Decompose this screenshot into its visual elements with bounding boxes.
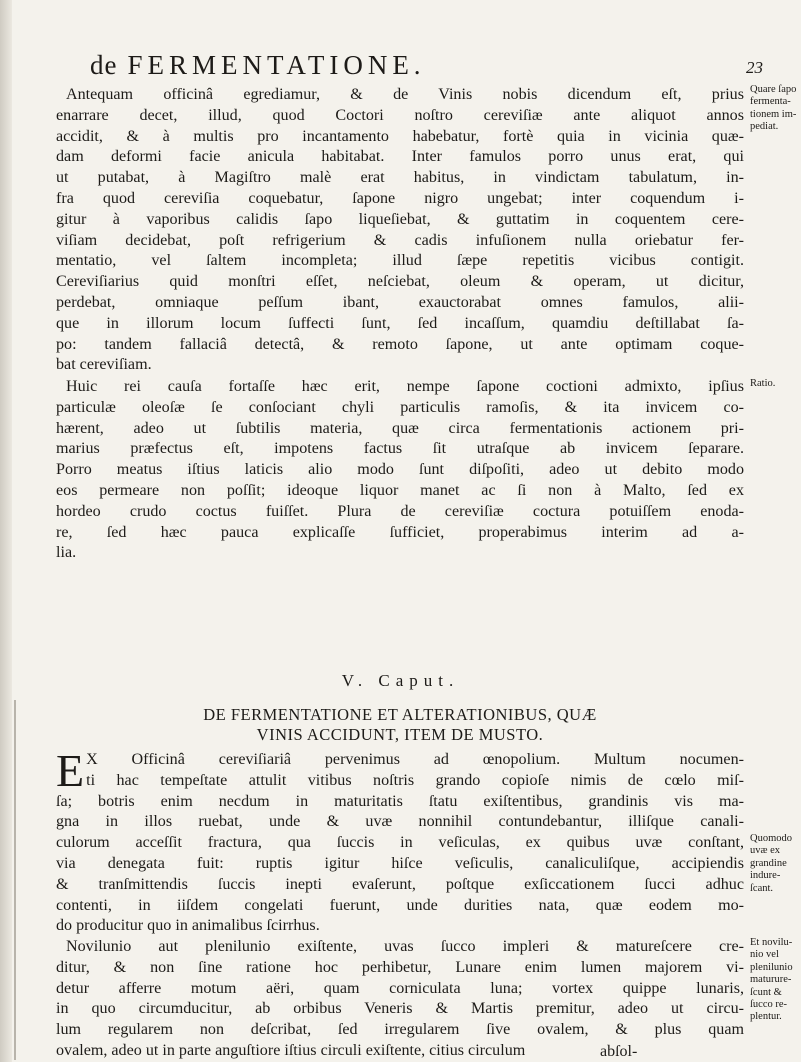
drop-cap: E (56, 745, 85, 796)
running-header (90, 50, 710, 81)
text-line: re, ſed hæc pauca explicaſſe ſufficiet, properabimus interim ad a- (56, 523, 744, 541)
text-line: Cereviſiarius quid monſtri eſſet, neſciebat, oleum & operam, ut dicitur, (56, 273, 744, 291)
text-line: hærent, adeo ut ſubtilis materia, quæ circa fermentationis actionem pri- (56, 419, 744, 437)
marginal-note-line: Ratio. (750, 378, 776, 389)
text-line: perdebat, omniaque peſſum ibant, exauctorabat omnes famulos, alii- (56, 293, 744, 311)
header-prefix: de (90, 50, 118, 80)
paragraph-novilunio (56, 937, 744, 1062)
chapter-number: V. Caput. (341, 671, 460, 690)
text-line: detur afferre motum aëri, quam corniculata luna; vortex quippe lunaris, (56, 979, 744, 997)
text-line: Antequam officinâ egrediamur, & de Vinis nobis dicendum eſt, prius (66, 86, 744, 103)
page-edge-line (14, 700, 16, 1060)
marginal-note-line: tionem im- (750, 108, 797, 120)
text-line: hordeo crudo coctus fuiſſet. Plura de cereviſiæ coctura potuiſſem enoda- (56, 502, 744, 520)
paragraph-ratio (56, 377, 744, 564)
text-line: do producitur quo in animalibus ſcirrhus. (56, 917, 320, 935)
text-line: & tranſmittendis ſuccis inepti evaſerunt, poſtque exſiccationem ſucci adhuc (56, 875, 744, 893)
marginal-note-line: nio vel (750, 949, 779, 961)
marginal-note-line: plentur. (750, 1011, 782, 1023)
marginal-note-line: Quomodo (750, 833, 792, 844)
text-line: lum regularem non deſcribat, ſed irregularem ſive ovalem, & plus quam (56, 1021, 744, 1039)
text-line: Porro meatus iſtius laticis alio modo ſunt diſpoſiti, adeo ut debito modo (56, 461, 744, 479)
text-line: X Officinâ cereviſiariâ pervenimus ad œnopolium. Multum nocumen- (86, 751, 744, 768)
text-line: in quo circumducitur, ab orbibus Veneris & Martis premitur, adeo ut circu- (56, 1000, 744, 1018)
chapter-heading-line-2: VINIS ACCIDUNT, ITEM DE MUSTO. (256, 725, 544, 744)
text-line: particulæ oleoſæ ſe conſociant chyli particulis ramoſis, & ita invicem co- (56, 398, 744, 416)
marginal-note-line: uvæ ex (750, 845, 781, 857)
marginal-note-grando (750, 833, 801, 895)
text-line: enarrare decet, illud, quod Coctori noſtro cereviſiæ ante aliquot annos (56, 106, 744, 124)
text-line: mentatio, vel ſaltem incompleta; illud ſæpe repetitis vicibus contigit. (56, 252, 744, 270)
text-line: eos permeare non poſſit; ideoque liquor manet ac ſi non à Malto, ſed ex (56, 481, 744, 499)
text-line: que in illorum locum ſuffecti ſunt, ſed incaſſum, quamdiu deſtillabat ſa- (56, 314, 744, 332)
text-line: bat cereviſiam. (56, 356, 152, 374)
marginal-note-line: ſcunt & (750, 986, 782, 998)
marginal-note-sapo (750, 84, 801, 134)
marginal-note-line: fermenta- (750, 96, 791, 108)
page-binding-edge (0, 0, 12, 1062)
text-line: lia. (56, 544, 77, 562)
marginal-note-ratio (750, 378, 801, 390)
text-line: gna in illos ruebat, unde & uvæ nonnihil contundebantur, illiſque canali- (56, 813, 744, 831)
paragraph-grando (56, 745, 744, 937)
marginal-note-line: ſcant. (750, 882, 774, 894)
text-line: ditur, & non ſine ratione hoc perhibetur, Lunare enim lumen majorem vi- (56, 958, 744, 976)
text-line: via denegata fuit: ruptis igitur hiſce veſiculis, canaliculiſque, accipiendis (56, 854, 744, 872)
text-line: viſiam decidebat, poſt refrigerium & cadis infuſionem nulla oriebatur fer- (56, 231, 744, 249)
text-line: ovalem, adeo ut in parte anguſtiore iſtius circuli exiſtente, citius circulum (56, 1041, 526, 1059)
header-title: FERMENTATIONE. (127, 50, 426, 80)
text-line: dam deformi facie anicula habitabat. Inter famulos porro unus erat, qui (56, 148, 744, 166)
marginal-note-line: grandine (750, 857, 787, 869)
text-line: accidit, & à multis pro incantamento habebatur, fortè quia in vicinia quæ- (56, 127, 744, 145)
text-line: po: tandem fallaciâ detectâ, & remoto ſapone, ut ante optimam coque- (56, 335, 744, 353)
text-line: culorum acceſſit fractura, qua ſuccis in veſiculas, ex quibus uvæ conſtant, (56, 834, 744, 852)
text-line: ſa; botris enim necdum in maturitatis ſtatu exiſtentibus, grandinis vis ma- (56, 792, 744, 810)
text-line: marius præfectus eſt, impotens factus ſit utraſque ab invicem ſeparare. (56, 440, 744, 458)
text-line: Novilunio aut plenilunio exiſtente, uvas ſucco impleri & matureſcere cre- (66, 938, 744, 955)
marginal-note-line: pediat. (750, 121, 779, 133)
text-line: ti hac tempeſtate attulit vitibus noſtris grando copioſe nimis de cœlo miſ- (86, 771, 744, 789)
marginal-note-line: indure- (750, 870, 781, 882)
text-line: contenti, in iiſdem congelati fuerunt, unde durities nata, quæ eodem mo- (56, 896, 744, 914)
paragraph-sapo (56, 85, 744, 376)
marginal-note-line: maturure- (750, 974, 792, 986)
page-number: 23 (746, 58, 763, 77)
marginal-note-novilunio (750, 937, 801, 1024)
text-line: ut putabat, à Magiſtro malè erat habitus, in vindictam tabulatum, in- (56, 169, 744, 187)
marginal-note-line: ſucco re- (750, 999, 788, 1011)
text-line: Huic rei cauſa fortaſſe hæc erit, nempe ſapone coctioni admixto, ipſius (66, 378, 744, 395)
catchword: abſol- (600, 1043, 638, 1060)
marginal-note-line: plenilunio (750, 961, 793, 973)
text-line: gitur à vaporibus calidis ſapo liqueſiebat, & guttatim in coquentem cere- (56, 210, 744, 228)
text-line: fra quod cereviſia coquebatur, ſapone nigro ungebat; inter coquendum i- (56, 189, 744, 207)
marginal-note-line: Quare ſapo (750, 84, 797, 95)
chapter-heading-line-1: DE FERMENTATIONE ET ALTERATIONIBUS, QUÆ (203, 705, 597, 724)
marginal-note-line: Et novilu- (750, 937, 793, 948)
